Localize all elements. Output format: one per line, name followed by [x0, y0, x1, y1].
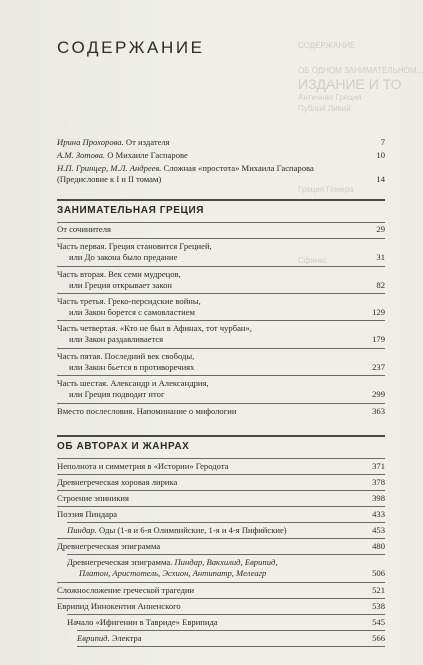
entry-title: Еврипид Иннокентия Анненского — [57, 601, 181, 611]
divider — [57, 375, 385, 376]
entry-page: 299 — [372, 389, 385, 399]
page-title: СОДЕРЖАНИЕ — [57, 38, 205, 57]
entry-title: Электра — [111, 633, 142, 643]
entry-authors: Пиндар, Вакхилид, Еврипид, — [174, 557, 278, 567]
toc-entry[interactable] — [77, 633, 385, 644]
divider — [57, 293, 385, 294]
ghost-line: СОДЕРЖАНИЕ — [298, 41, 356, 50]
entry-page: 506 — [372, 568, 385, 578]
divider — [57, 458, 385, 459]
entry-title: Часть третья. Греко-персидские войны, — [57, 296, 201, 306]
divider — [57, 320, 385, 321]
toc-entry[interactable] — [57, 406, 385, 417]
entry-page: 31 — [376, 252, 385, 262]
entry-author: Пиндар. — [67, 525, 97, 535]
toc-entry[interactable] — [57, 461, 385, 472]
divider — [57, 598, 385, 599]
entry-subtitle: (Предисловие к I и II томам) — [57, 174, 162, 184]
toc-entry[interactable] — [67, 617, 385, 628]
toc-entry[interactable] — [57, 241, 385, 263]
entry-title: Оды (1-я и 6-я Олимпийские, 1-я и 4-я Пифийские) — [99, 525, 287, 535]
entry-subtitle: или Закон раздавливается — [69, 334, 164, 344]
entry-page: 14 — [376, 174, 385, 184]
entry-page: 371 — [372, 461, 385, 471]
entry-page: 129 — [372, 307, 385, 317]
entry-page: 521 — [372, 585, 385, 595]
entry-page: 453 — [372, 525, 385, 535]
entry-authors: Платон, Аристотель, Эсхион, Антипатр, Мелеагр — [79, 568, 267, 578]
entry-page: 398 — [372, 493, 385, 503]
toc-entry[interactable] — [57, 351, 385, 373]
divider — [57, 538, 385, 539]
entry-page: 480 — [372, 541, 385, 551]
entry-page: 433 — [372, 509, 385, 519]
divider — [77, 630, 385, 631]
entry-page: 545 — [372, 617, 385, 627]
section-rule — [57, 199, 385, 201]
toc-entry[interactable] — [57, 585, 385, 596]
divider — [57, 403, 385, 404]
entry-title: От издателя — [125, 137, 170, 147]
entry-title: Древнегреческая эпиграмма — [57, 541, 161, 551]
toc-entry[interactable] — [57, 163, 385, 185]
toc-entry[interactable] — [57, 509, 385, 520]
entry-title: Сложная «простота» Михаила Гаспарова — [163, 163, 314, 173]
divider — [67, 614, 385, 615]
entry-page: 566 — [372, 633, 385, 643]
entry-title: Сложносложение греческой трагедии — [57, 585, 195, 595]
entry-title: Часть пятая. Последний век свободы, — [57, 351, 195, 361]
entry-title: Часть вторая. Век семи мудрецов, — [57, 269, 181, 279]
entry-page: 10 — [376, 150, 385, 160]
entry-title: Строение эпиникия — [57, 493, 129, 503]
divider — [57, 582, 385, 583]
entry-title: Вместо послесловия. Напоминание о мифологии — [57, 406, 237, 416]
toc-entry[interactable] — [57, 378, 385, 400]
entry-page: 29 — [376, 224, 385, 234]
divider — [57, 222, 385, 223]
entry-author: А.М. Зотова. — [57, 150, 106, 160]
toc-entry[interactable] — [67, 525, 385, 536]
entry-title: Часть четвертая. «Кто не был в Афинах, тот чурбан», — [57, 323, 252, 333]
divider — [57, 506, 385, 507]
entry-page: 237 — [372, 362, 385, 372]
entry-subtitle: или Греция подводит итог — [69, 389, 165, 399]
toc-entry[interactable] — [57, 477, 385, 488]
entry-author: Ирина Прохорова. — [57, 137, 124, 147]
entry-title: Неполнота и симметрия в «Истории» Геродота — [57, 461, 229, 471]
divider — [77, 646, 385, 647]
entry-subtitle: или До закона было предание — [69, 252, 178, 262]
divider — [57, 490, 385, 491]
ghost-line: Античная Греция — [298, 93, 362, 102]
toc-entry[interactable] — [57, 296, 385, 318]
entry-title: О Михаиле Гаспарове — [107, 150, 188, 160]
entry-page: 82 — [376, 280, 385, 290]
divider — [67, 522, 385, 523]
entry-subtitle: или Закон бьется в противоречиях — [69, 362, 195, 372]
entry-page: 378 — [372, 477, 385, 487]
divider — [57, 474, 385, 475]
entry-title: Часть шестая. Александр и Александрия, — [57, 378, 209, 388]
toc-entry[interactable] — [57, 269, 385, 291]
toc-entry[interactable] — [57, 323, 385, 345]
section-heading: ЗАНИМАТЕЛЬНАЯ ГРЕЦИЯ — [57, 205, 205, 216]
entry-page: 538 — [372, 601, 385, 611]
toc-entry[interactable] — [57, 541, 385, 552]
entry-author: Н.П. Гринцер, М.Л. Андреев. — [57, 163, 162, 173]
divider — [57, 266, 385, 267]
ghost-line: Публий Ливий — [298, 104, 351, 113]
ghost-line: ИЗДАНИЕ И ТО — [298, 76, 402, 92]
entry-subtitle: или Греция открывает закон — [69, 280, 172, 290]
entry-page: 363 — [372, 406, 385, 416]
section-heading: ОБ АВТОРАХ И ЖАНРАХ — [57, 441, 190, 452]
entry-title: От сочинителя — [57, 224, 111, 234]
divider — [67, 554, 385, 555]
section-rule — [57, 435, 385, 437]
toc-entry[interactable] — [57, 150, 385, 161]
toc-entry[interactable] — [67, 557, 385, 579]
entry-title: Часть первая. Греция становится Грецией, — [57, 241, 212, 251]
ghost-line: Греция Гомера — [298, 185, 354, 194]
entry-title: Древнегреческая эпиграмма. — [67, 557, 173, 567]
entry-page: 179 — [372, 334, 385, 344]
entry-title: Древнегреческая хоровая лирика — [57, 477, 178, 487]
entry-title: Поэзия Пиндара — [57, 509, 118, 519]
entry-title: Начало «Ифигении в Тавриде» Еврипида — [67, 617, 218, 627]
toc-entry[interactable] — [57, 137, 385, 148]
divider — [57, 238, 385, 239]
bleed-through-text — [298, 40, 423, 340]
ghost-line: ОБ ОДНОМ ЗАНИМАТЕЛЬНОМ... — [298, 66, 423, 75]
entry-subtitle: или Закон борется с самовластием — [69, 307, 195, 317]
toc-entry[interactable] — [57, 224, 385, 235]
toc-entry[interactable] — [57, 601, 385, 612]
divider — [57, 348, 385, 349]
entry-page: 7 — [380, 137, 385, 147]
entry-author: Еврипид. — [77, 633, 110, 643]
ghost-line: Сфинкс — [298, 256, 327, 265]
toc-entry[interactable] — [57, 493, 385, 504]
